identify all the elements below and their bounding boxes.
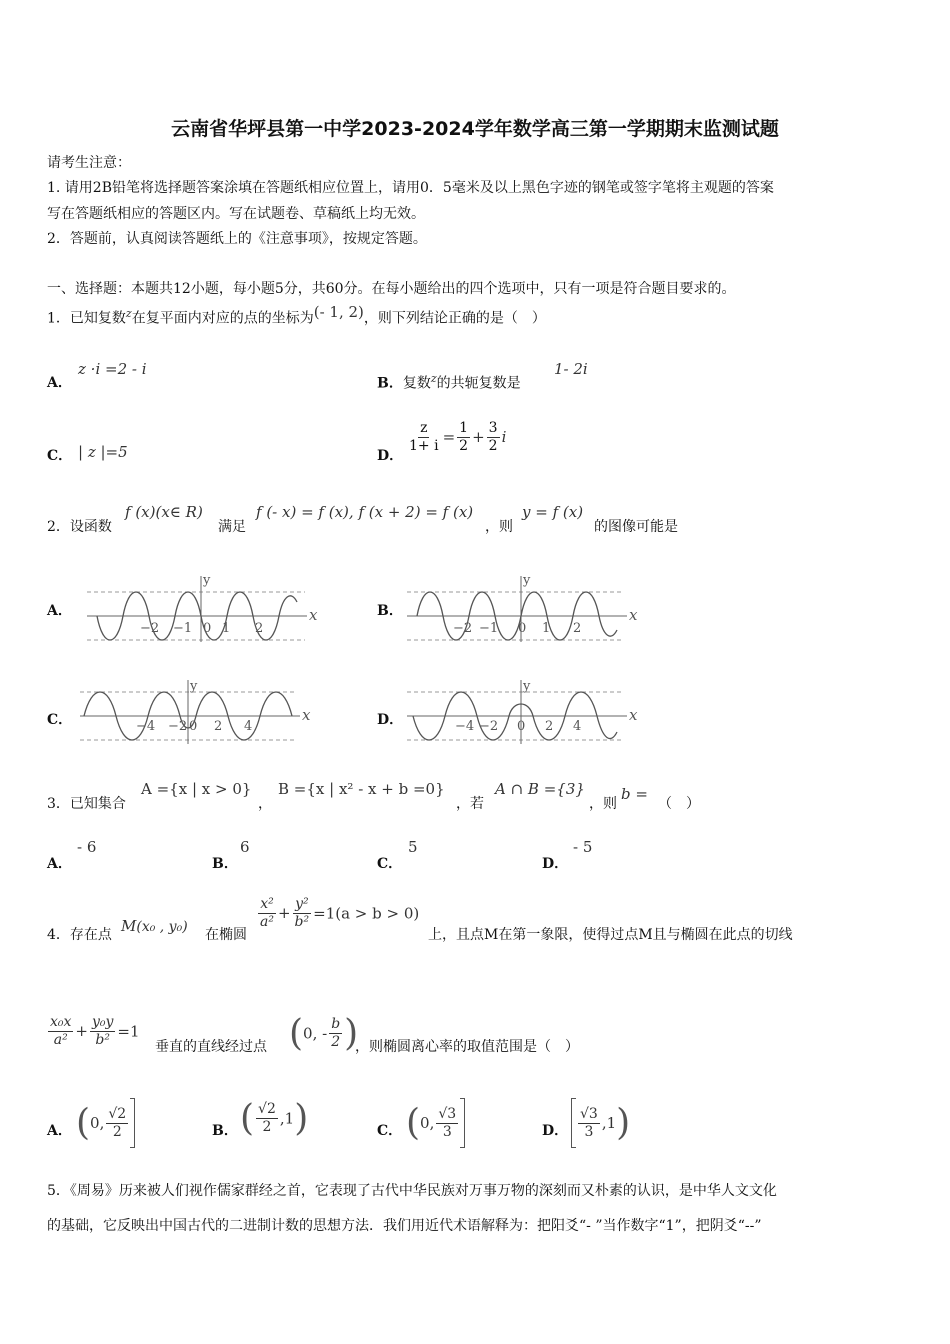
- q4-point-num: b: [331, 1016, 341, 1032]
- q2-func-1: f (x)(x∈ R): [125, 503, 203, 521]
- x-axis-label: x: [309, 606, 318, 624]
- tick-label: 2: [545, 719, 554, 734]
- q1-option-c-math: | z |=5: [78, 443, 128, 461]
- notice-heading: 请考生注意：: [47, 155, 131, 171]
- q4-a-frac: [106, 1106, 128, 1141]
- q1-option-a-math: z ·i =2 - i: [78, 360, 147, 378]
- q1-option-d-math: [405, 420, 506, 455]
- q4-c-num: √3: [438, 1105, 457, 1122]
- tick-label: −2: [479, 719, 499, 734]
- tick-label: −2: [140, 621, 160, 636]
- q1-option-c-label: C．: [47, 448, 73, 464]
- q4-option-c-math: [406, 1098, 465, 1148]
- q4-t-den-2: b²: [95, 1032, 110, 1048]
- q4-ellipse-equation: [256, 896, 419, 931]
- q4-option-a-math: [76, 1098, 135, 1148]
- q1-option-d-label: D．: [377, 448, 404, 464]
- q3-option-c-value: 5: [408, 838, 418, 856]
- rparen: ): [294, 1098, 309, 1139]
- q4-d-den: 3: [584, 1123, 594, 1140]
- tick-label: −2: [168, 719, 188, 734]
- q4-d-num: √3: [580, 1105, 598, 1122]
- q4-point-frac: [329, 1016, 342, 1051]
- q1-d-den-2: 2: [459, 438, 469, 454]
- q4-option-c-label: C．: [377, 1123, 403, 1139]
- q5-line-2: 的基础，它反映出中国古代的二进制计数的思想方法．我们用近代术语解释为：把阳爻“- ”当作数字“1”，把阴爻“--”: [47, 1218, 762, 1234]
- q1-option-b-math: 1- 2i: [554, 360, 588, 378]
- q4-text-5: ，则椭圆离心率的取值范围是（ ）: [355, 1039, 579, 1055]
- q4-point-den: 2: [331, 1034, 341, 1050]
- q3-text-4: （ ）: [658, 796, 700, 812]
- q1-d-den-1: 1+ i: [409, 438, 439, 454]
- q3-set-b: B ={x | x² - x + b =0}: [278, 780, 445, 798]
- q3-comma: ，: [258, 796, 272, 812]
- tick-label: 4: [573, 719, 582, 734]
- q1-text-2: 在复平面内对应的点的坐标为: [131, 310, 314, 327]
- tick-label: −4: [455, 719, 475, 734]
- x-axis-label: x: [629, 706, 638, 724]
- q2-text-3: ，则: [485, 519, 513, 535]
- q1-z: z: [125, 307, 132, 320]
- tick-label: 1: [542, 621, 551, 636]
- q4-d-frac: [578, 1106, 600, 1141]
- q4-b-num: √2: [258, 1101, 276, 1117]
- q2-option-a-label: A．: [47, 603, 72, 619]
- x-axis-label: x: [629, 606, 638, 624]
- origin-label: 0: [203, 621, 212, 636]
- q4-point-lparen: (: [289, 1013, 304, 1054]
- q4-m-coords: (x₀ , y₀): [136, 919, 188, 935]
- q4-t-num-2: y₀y: [91, 1014, 114, 1030]
- q4-point-left: 0, -: [303, 1024, 328, 1043]
- q2-graph-d: [405, 680, 645, 750]
- q5-line-1: 5．《周易》历来被人们视作儒家群经之首，它表现了古代中华民族对万事万物的深刻而又朴素的认识，是中华人文文化: [47, 1183, 777, 1199]
- q4-a-den: 2: [112, 1123, 122, 1140]
- q3-option-c-label: C．: [377, 856, 403, 872]
- q1-option-b: [377, 372, 521, 393]
- tick-label: 4: [244, 719, 253, 734]
- q4-option-d-label: D．: [542, 1123, 569, 1139]
- q1-option-b-text-1: 复数: [402, 375, 431, 392]
- lparen: (: [406, 1102, 421, 1144]
- q4-point: [289, 1013, 358, 1054]
- section-heading: 一、选择题：本题共12小题，每小题5分，共60分。在每小题给出的四个选项中，只有一项是符合题目要求的。: [47, 281, 736, 297]
- page-title: 云南省华坪县第一中学2023-2024学年数学高三第一学期期末监测试题: [171, 118, 779, 140]
- q1-text-3: ，则下列结论正确的是（ ）: [363, 310, 546, 327]
- q1-option-a-label: A．: [47, 375, 72, 391]
- q1-text-1: 1．已知复数: [47, 310, 126, 327]
- y-axis-label: y: [523, 573, 531, 588]
- rparen: ): [616, 1102, 631, 1144]
- q1-d-num-3: 3: [488, 420, 498, 436]
- q3-condition: A ∩ B ={3}: [495, 780, 585, 798]
- q3-b-var: b =: [621, 785, 648, 803]
- tick-label: −2: [453, 621, 473, 636]
- q3-set-a: A ={x | x > 0}: [141, 780, 252, 798]
- q4-e-plus: +: [277, 904, 291, 922]
- q1-d-frac-2: [457, 420, 470, 455]
- q4-b-frac: [256, 1101, 278, 1136]
- q4-b-post: ,1: [279, 1109, 295, 1128]
- q2-text-1: 2．设函数: [47, 519, 112, 535]
- q3-option-a-value: - 6: [77, 838, 97, 856]
- q4-option-d-math: [571, 1098, 630, 1148]
- q4-a-pre: 0,: [90, 1114, 105, 1132]
- q4-c-frac: [436, 1106, 458, 1141]
- q3-option-b-label: B．: [212, 856, 238, 872]
- q4-t-frac-1: [48, 1014, 73, 1049]
- q4-option-a-label: A．: [47, 1123, 72, 1139]
- q4-c-den: 3: [442, 1123, 452, 1140]
- q4-e-num-2: y²: [295, 896, 309, 912]
- q4-t-rest: =1: [117, 1022, 140, 1041]
- tick-label: −1: [173, 621, 193, 636]
- q3-text-2: ，若: [456, 796, 484, 812]
- lparen: (: [240, 1098, 255, 1139]
- q1-option-b-z: z: [430, 372, 437, 385]
- q4-d-post: ,1: [601, 1114, 617, 1132]
- q1-d-den-3: 2: [488, 438, 498, 454]
- q2-option-b-label: B．: [377, 603, 403, 619]
- q4-e-rest: =1(a > b > 0): [313, 904, 420, 923]
- q4-text-2: 在椭圆: [205, 927, 247, 943]
- origin-label: 0: [189, 719, 198, 734]
- q3-option-a-label: A．: [47, 856, 72, 872]
- q4-text-3: 上，且点M在第一象限，使得过点M且与椭圆在此点的切线: [428, 927, 793, 943]
- tick-label: −1: [479, 621, 499, 636]
- q1-point: (- 1, 2): [313, 303, 364, 321]
- y-axis-label: y: [190, 680, 198, 694]
- q4-text-4: 垂直的直线经过点: [155, 1039, 267, 1055]
- q2-graph-a: [85, 572, 325, 644]
- origin-label: 0: [518, 621, 527, 636]
- tick-label: −4: [136, 719, 156, 734]
- q1-d-num-2: 1: [459, 420, 469, 436]
- q2-text-2: 满足: [218, 519, 246, 535]
- q4-e-den-2: b²: [294, 914, 310, 930]
- q4-e-frac-1: [258, 896, 276, 931]
- q4-a-num: √2: [108, 1105, 127, 1122]
- q4-e-den-1: a²: [260, 914, 274, 930]
- q4-point-rparen: ): [344, 1013, 359, 1054]
- q2-text-4: 的图像可能是: [594, 519, 678, 535]
- q4-option-b-label: B．: [212, 1123, 238, 1139]
- rbracket: [130, 1098, 135, 1148]
- lparen: (: [76, 1102, 91, 1144]
- q4-t-num-1: x₀x: [50, 1014, 72, 1030]
- q4-point-m: [121, 916, 188, 935]
- q1-d-num-1: z: [420, 420, 428, 436]
- q2-option-d-label: D．: [377, 712, 404, 728]
- q3-option-b-value: 6: [240, 838, 250, 856]
- q1-option-b-text-2: 的共轭复数是: [436, 375, 521, 392]
- q4-e-frac-2: [293, 896, 312, 931]
- origin-label: 0: [517, 719, 526, 734]
- q4-c-pre: 0,: [420, 1114, 435, 1132]
- q3-option-d-label: D．: [542, 856, 569, 872]
- q1-option-b-label: B．: [377, 375, 403, 392]
- q4-t-frac-2: [90, 1014, 115, 1049]
- q1-d-i: i: [501, 428, 507, 446]
- notice-line-1a: 1. 请用2B铅笔将选择题答案涂填在答题纸相应位置上，请用0．5毫米及以上黑色字迹的钢笔或签字笔将主观题的答案: [47, 180, 774, 196]
- notice-line-1b: 写在答题纸相应的答题区内。写在试题卷、草稿纸上均无效。: [47, 206, 425, 222]
- rbracket: [460, 1098, 465, 1148]
- x-axis-label: x: [302, 706, 311, 724]
- q4-tangent-equation: [46, 1014, 140, 1049]
- q4-t-plus: +: [75, 1022, 88, 1040]
- q1-d-frac-1: [407, 420, 441, 455]
- q3-text-3: ，则: [589, 796, 617, 812]
- y-axis-label: y: [203, 573, 211, 588]
- q3-option-d-value: - 5: [573, 838, 593, 856]
- lbracket: [571, 1098, 576, 1148]
- tick-label: 2: [255, 621, 264, 636]
- q2-func-3: y = f (x): [522, 503, 584, 521]
- q1-d-plus: +: [472, 428, 485, 446]
- q4-option-b-math: [240, 1098, 308, 1139]
- q4-t-den-1: a²: [53, 1032, 68, 1048]
- q4-e-num-1: x²: [260, 896, 274, 912]
- tick-label: 2: [214, 719, 223, 734]
- q4-m: M: [121, 917, 137, 935]
- q2-option-c-label: C．: [47, 712, 73, 728]
- q4-b-den: 2: [262, 1119, 272, 1135]
- notice-line-2: 2．答题前，认真阅读答题纸上的《注意事项》，按规定答题。: [47, 231, 427, 247]
- y-axis-label: y: [523, 680, 531, 694]
- tick-label: 2: [573, 621, 582, 636]
- q3-text-1: 3．已知集合: [47, 796, 126, 812]
- q1-d-eq: =: [442, 428, 456, 446]
- q4-text-1: 4．存在点: [47, 927, 112, 943]
- question-1: [47, 303, 546, 328]
- tick-label: 1: [222, 621, 231, 636]
- q2-func-2: f (- x) = f (x), f (x + 2) = f (x): [256, 503, 474, 521]
- q1-d-frac-3: [487, 420, 500, 455]
- q2-graph-b: [405, 572, 645, 644]
- q2-graph-c: [78, 680, 318, 750]
